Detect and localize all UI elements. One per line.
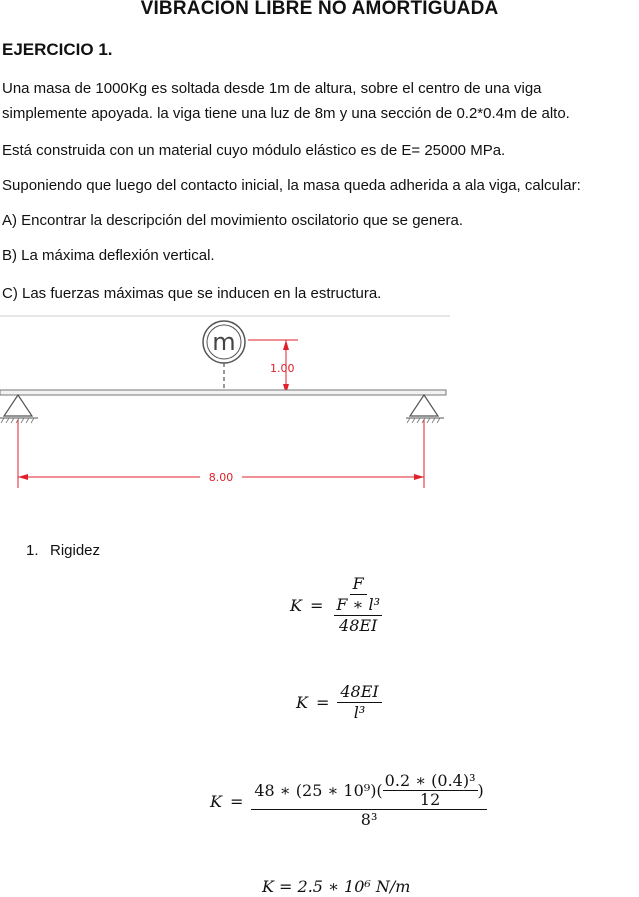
eq2-lhs: K xyxy=(296,693,308,712)
task-c: C) Las fuerzas máximas que se inducen en la estructura. xyxy=(2,285,382,302)
eq1-inner-numerator: F ∗ l³ xyxy=(336,595,381,614)
eq3-numerator xyxy=(251,772,486,810)
equation-3 xyxy=(210,772,487,830)
eq1-equals: = xyxy=(309,595,324,615)
eq2-denominator: l³ xyxy=(353,703,366,722)
eq1-inner-denominator: 48EI xyxy=(339,616,378,635)
problem-line-1: Una masa de 1000Kg es soltada desde 1m de altura, sobre el centro de una viga xyxy=(2,80,542,97)
eq3-equals: = xyxy=(229,791,244,811)
eq3-denominator: 8³ xyxy=(360,810,378,829)
eq3-inner-fraction xyxy=(383,772,478,809)
section-rigidez xyxy=(26,542,100,559)
eq3-inner-numerator: 0.2 ∗ (0.4)³ xyxy=(384,771,476,790)
exercise-heading: EJERCICIO 1. xyxy=(2,40,113,59)
eq1-lhs: K xyxy=(290,595,302,615)
problem-line-2: simplemente apoyada. la viga tiene una luz de 8m y una sección de 0.2*0.4m de alto. xyxy=(2,105,570,122)
section-number: 1. xyxy=(26,542,39,559)
eq2-numerator: 48EI xyxy=(337,682,381,703)
task-b: B) La máxima deflexión vertical. xyxy=(2,247,215,264)
beam xyxy=(0,390,446,395)
equation-2 xyxy=(296,682,382,723)
eq3-lhs: K xyxy=(210,791,222,811)
right-support xyxy=(410,395,438,416)
left-support xyxy=(4,395,32,416)
eq3-inner-denominator: 12 xyxy=(419,790,441,809)
eq3-numerator-a: 48 ∗ (25 ∗ 10⁹)( xyxy=(254,780,383,800)
problem-line-3: Está construida con un material cuyo módulo elástico es de E= 25000 MPa. xyxy=(2,142,506,159)
eq1-denominator xyxy=(331,595,385,636)
problem-line-4: Suponiendo que luego del contacto inicial, la masa queda adherida a ala viga, calcular: xyxy=(2,177,581,194)
eq3-fraction xyxy=(251,772,486,830)
section-label: Rigidez xyxy=(50,542,101,559)
mass-label: m xyxy=(212,328,236,356)
equation-1 xyxy=(290,574,385,636)
eq1-fraction xyxy=(331,574,385,636)
eq2-fraction xyxy=(337,682,381,723)
height-label: 1.00 xyxy=(270,362,295,375)
equation-4: K = 2.5 ∗ 10⁶ N/m xyxy=(262,877,411,896)
eq1-numerator: F xyxy=(350,574,367,595)
eq3-numerator-b: ) xyxy=(477,780,484,800)
beam-diagram xyxy=(0,312,460,497)
task-a: A) Encontrar la descripción del movimiento oscilatorio que se genera. xyxy=(2,212,464,229)
page-title: VIBRACION LIBRE NO AMORTIGUADA xyxy=(140,0,499,19)
span-label: 8.00 xyxy=(208,471,234,484)
eq2-equals: = xyxy=(315,693,330,712)
